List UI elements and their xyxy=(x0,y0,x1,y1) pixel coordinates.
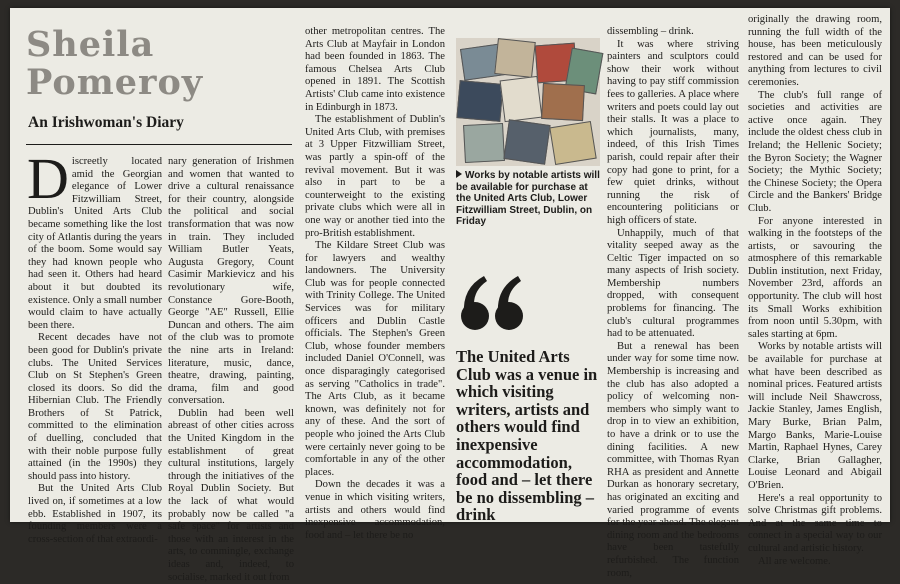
paragraph: Unhappily, much of that vitality seeped away as the Celtic Tiger impacted on so many aspects of Irish society. Membership numbers dropped, with consequent problems for financing. The club's cultural programmes had to be attenuated. xyxy=(607,227,739,340)
paragraph: The establishment of Dublin's United Arts Club, with premises at 3 Upper Fitzwilliam Street, was partly a spin-off of the revival movement. But it was also in part to be a counterweight to the existing private clubs which were all in one way or another tied into the pro-British establishment. xyxy=(305,114,445,239)
paragraph: Down the decades it was a venue in which visiting writers, artists and others would find inexpensive accommodation, food and – let there be no xyxy=(305,479,445,541)
article-column-2 xyxy=(168,156,294,584)
paragraph: other metropolitan centres. The Arts Club at Mayfair in London had been founded in 1863. The famous Chelsea Arts Club opened in 1891. The Scottish Artists' Club came into existence in Edinburgh in 1873. xyxy=(305,26,445,113)
paragraph: Recent decades have not been good for Dublin's private clubs. The United Services Club on St Stephen's Green closed its doors. So did the Hibernian Club. The Friendly Brothers of St Patrick, committed to the elimination of duelling, concluded that with their noble purpose fully attained (in the 1990s) they should pass into history. xyxy=(28,332,162,482)
artwork-card xyxy=(503,119,550,164)
artworks-photo xyxy=(456,38,600,166)
artwork-card xyxy=(500,76,543,122)
paragraph: But a renewal has been under way for some time now. Membership is increasing and the club has also adopted a policy of welcoming non-members who simply want to drop in to view an exhibition, to have a drink or to use the dining facilities. A new committee, with Thomas Ryan RHA as president and Annette Durkan as honorary secretary, has originated an exciting and varied programme of events for the year ahead. The elegant dining room and the bedrooms have been tastefully refurbished. The function room, xyxy=(607,340,739,579)
paragraph: Works by notable artists will be available for purchase at what have been described as nominal prices. Featured artists will include Neil Shawcross, Jackie Stanley, James English, Mary Burke, Brian Palm, Margo Banks, Marie-Louise Martin, Raphael Hynes, Carey Clarke, Brian Gallagher, Louise Leonard and Abigail O'Brien. xyxy=(748,341,882,491)
paragraph: The Kildare Street Club was for lawyers and wealthy landowners. The University Club was for people connected with Trinity College. The United Services was for military officers and Dublin Castle officials. The Stephen's Green Club, whose founder members included Daniel O'Connell, was once disparagingly categorised as serving "Catholics in trade". The Arts Club, as it became known, was definitely not for any of these. And the sort of people who joined the Arts Club were certainly never going to be comfortable in any of the other places. xyxy=(305,240,445,478)
artwork-card xyxy=(549,121,596,165)
paragraph: Here's a real opportunity to solve Christmas gift problems. And at the same time to connect in a special way to our cultural and artistic history. xyxy=(748,492,882,554)
quotation-mark-icon xyxy=(458,270,528,340)
artwork-card xyxy=(494,38,536,78)
author-name xyxy=(26,26,203,102)
paragraph: originally the drawing room, running the full width of the house, has been meticulously restored and can be used for anything from lectures to civil ceremonies. xyxy=(748,14,882,88)
photo-caption: Works by notable artists will be available for purchase at the United Arts Club, Lower Fitzwilliam Street, Dublin, on Friday xyxy=(456,170,600,228)
paragraph: All are welcome. xyxy=(758,555,831,567)
paragraph: dissembling – drink. xyxy=(607,26,694,37)
artwork-card xyxy=(541,83,585,121)
paragraph: Dublin had been well abreast of other cities across the United Kingdom in the establishment of great cultural institutions, largely through the initiatives of the Royal Dublin Society. But the lack of what would probably now be called "a safe space" for artists and those with an interest in the arts, to commingle, exchange ideas and, indeed, to socialise, marked it out from xyxy=(168,407,294,583)
paragraph: For anyone interested in walking in the footsteps of the artists, or savouring the atmosphere of this remarkable Dublin institution, next Friday, November 23rd, affords an opportunity. The club will host its Small Works exhibition from noon until 5.30pm, with sales starting at 6pm. xyxy=(748,215,882,340)
paragraph: The club's full range of societies and activities are active once again. They include the oldest chess club in Ireland; the Hellenic Society; the Byron Society; the Wagner Society; the Mythic Society; the Chinese Society; the Opera Circle and the Bankers' Bridge Club. xyxy=(748,89,882,214)
newspaper-clipping xyxy=(10,8,890,583)
paragraph: Discreetly located amid the Georgian elegance of Lower Fitzwilliam Street, Dublin's United Arts Club became something like the lost city of Atlantis during the years of the boom. Some would say they had known people who had seen it. Others had heard about it but doubted its existence. Only a small number would claim to have actually been there. xyxy=(27,146,162,331)
column-title: An Irishwoman's Diary xyxy=(28,114,184,131)
caption-arrow-icon xyxy=(456,170,462,178)
article-column-4 xyxy=(607,26,739,580)
header-rule xyxy=(26,144,292,145)
artwork-card xyxy=(463,123,505,163)
article-column-5 xyxy=(748,14,882,568)
author-last-name: Pomeroy xyxy=(26,62,204,103)
article-column-1 xyxy=(27,146,162,546)
artwork-card xyxy=(456,80,503,122)
paragraph: But the United Arts Club lived on, if sometimes at a low ebb. Established in 1907, its founding members were a cross-section of that extraordi- xyxy=(28,483,162,545)
article-column-3 xyxy=(305,26,445,542)
author-first-name: Sheila xyxy=(26,24,155,65)
paragraph: nary generation of Irishmen and women that wanted to drive a cultural renaissance for their country, alongside the political and social transformation that was now in train. They included William Butler Yeats, Augusta Gregory, Count Casimir Markievicz and his revolutionary wife, Constance Gore-Booth, George "AE" Russell, Ellie Duncan and others. The aim of the club was to promote the nine arts in Ireland: literature, music, dance, theatre, drawing, painting, drama, film and good conversation. xyxy=(168,156,294,407)
pull-quote: The United Arts Club was a venue in which visiting writers, artists and others would find inexpensive accommodation, food and – let there be no dissembling – drink xyxy=(456,347,598,525)
drop-cap: D xyxy=(27,146,69,211)
paragraph: It was where striving painters and sculptors could show their work without having to pay stiff commission fees to galleries. A place where writers and poets could lay out their stalls. It was a place to which journalists, many, indeed, of this Irish Times parish, could repair after their copy had gone to print, for a few quiet drinks, without running the risk of encountering politicians or high officers of state. xyxy=(607,38,739,226)
